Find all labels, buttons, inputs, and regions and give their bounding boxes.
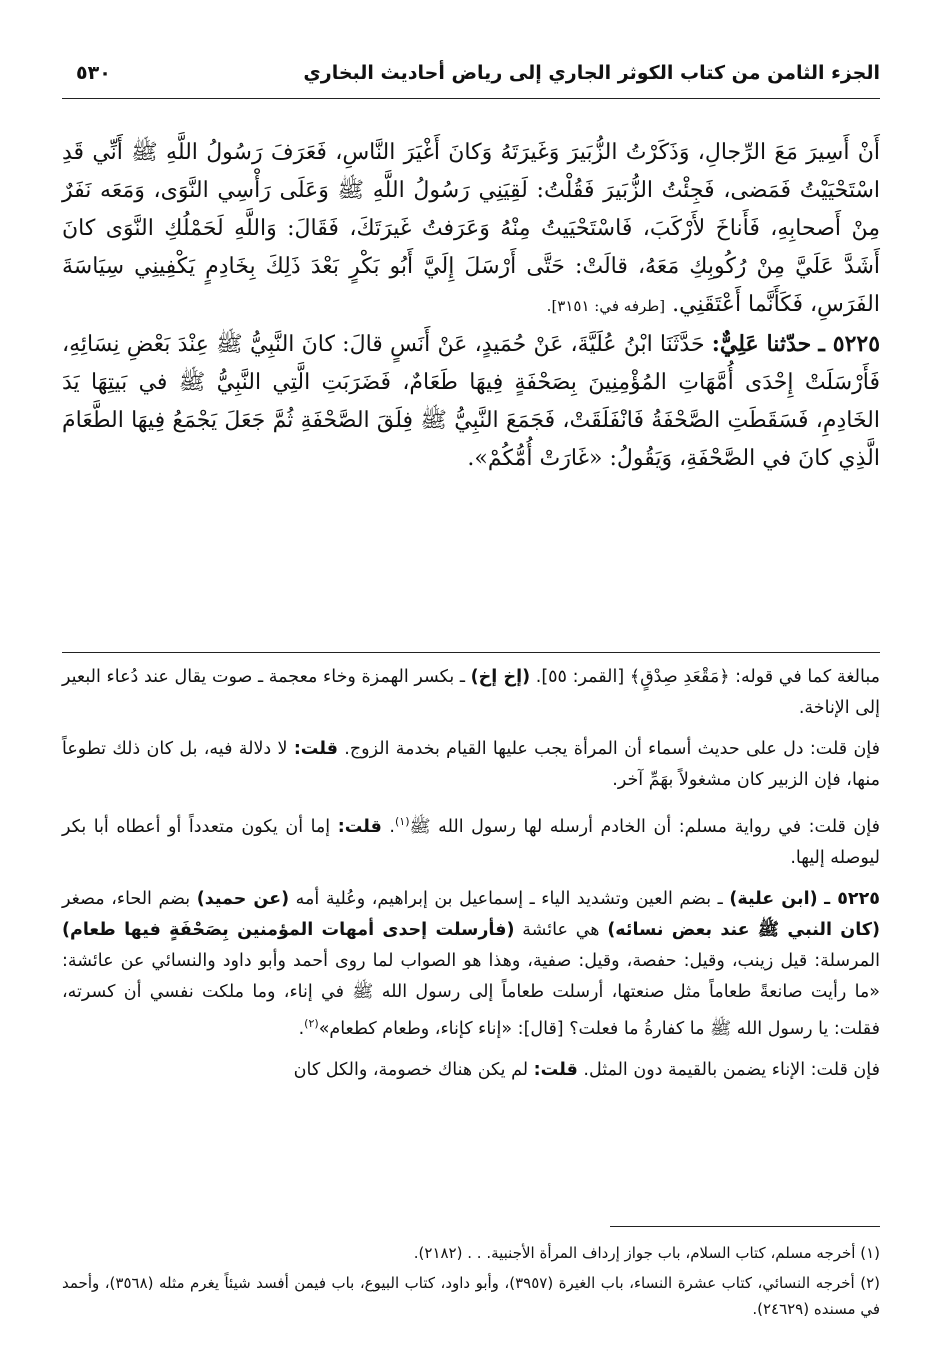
commentary-paragraph xyxy=(62,734,880,796)
commentary-keyword: (فأرسلت إحدى أمهات المؤمنين بِصَحْفَةٍ فيها طعام) xyxy=(62,919,515,940)
commentary-text: مبالغة كما في قوله: ﴿مَقْعَدِ صِدْقٍ﴾ [القمر: ٥٥]. xyxy=(535,667,881,687)
footnote-2: (٢) أخرجه النسائي، كتاب عشرة النساء، باب الغيرة (٣٩٥٧)، وأبو داود، كتاب البيوع، باب فيمن أفسد شيئاً يغرم مثله (٣٥٦٨)، وأحمد في مسنده (٢٤٦٢٩). xyxy=(62,1274,880,1318)
commentary-text: إما أن يكون متعدداً أو أعطاه أبا بكر ليوصله إليها. xyxy=(62,816,880,868)
commentary-keyword: (إخ إخ) xyxy=(470,667,531,687)
commentary-keyword: قلت: xyxy=(337,816,382,837)
hadith-5225 xyxy=(62,325,880,478)
hadith-continuation xyxy=(62,134,880,325)
commentary-text: المرسلة: قيل زينب، وقيل: حفصة، وقيل: صفية، وهذا هو الصواب لما روى أحمد وأبو داود والنسائي عن عائشة: «ما رأيت صانعةً طعاماً مثل صنعتها، أرسلت طعاماً إلى رسول الله ﷺ في إناء، وما ملكت نفسي أن كسرته، فقلت: يا رسول الله ﷺ ما كفارةُ ما فعلت؟ [قال]: «إناء كإناء، وطعام كطعام» xyxy=(62,950,880,1039)
hadith-continuation-text: أَنْ أَسِيرَ مَعَ الرِّجالِ، وَذَكَرْتُ الزُّبَيرَ وَغَيرَتَهُ وَكانَ أَغْيَرَ النَّاسِ، فَعَرَفَ رَسُولُ اللَّهِ ﷺ أَنِّي قَدِ اسْتَحْيَيْتُ فَمَضى، فَجِئْتُ الزُّبَيرَ فَقُلْتُ: لَقِيَنِي رَسُولُ اللَّهِ ﷺ وَعَلَى رَأْسِي النَّوَى، وَمَعَه نَفَرٌ مِنْ أَصحابِهِ، فَأَناخَ لأَرْكَبَ، فَاسْتَحْيَيتُ مِنْهُ وَعَرَفتُ غَيرَتَكَ، فَقَالَ: وَاللَّهِ لَحَمْلُكِ النَّوَى كانَ أَشَدَّ عَلَيَّ مِنْ رُكُوبِكِ مَعَهُ، قالَتْ: حَتَّى أَرْسَلَ إِلَيَّ أَبُو بَكْرٍ بَعْدَ ذَلِكَ بِخَادِمٍ يَكْفِينِي سِيَاسَةَ الفَرَسِ، فَكَأَنَّما أَعْتَقَنِي. xyxy=(62,140,880,317)
hadith-cross-reference: [طرفه في: ٣١٥١]. xyxy=(546,297,666,315)
hadith-number: ٥٢٢٥ ـ xyxy=(818,331,881,357)
commentary-text: ـ بضم العين وتشديد الياء ـ إسماعيل بن إبراهيم، وعُلية أمه xyxy=(295,888,723,909)
commentary xyxy=(62,662,880,1096)
footnote-ref: (٢) xyxy=(304,1016,319,1030)
page-number: ٥٣٠ xyxy=(76,62,111,84)
commentary-keyword: قلت: xyxy=(293,739,338,759)
commentary-keyword: (ابن علية) xyxy=(729,888,818,909)
running-title: الجزء الثامن من كتاب الكوثر الجاري إلى رياض أحاديث البخاري xyxy=(303,62,880,84)
commentary-keyword: قلت: xyxy=(533,1059,578,1080)
hadith-body: حَدَّثَنَا ابْنُ عُلَيَّةَ، عَنْ حُمَيدٍ، عَنْ أَنَسٍ قالَ: كانَ النَّبِيُّ ﷺ عِنْدَ بَعْضِ نِسَائِهِ، فَأَرْسَلَتْ إِحْدَى أُمَّهَاتِ المُؤْمِنِينَ بِصَحْفَةٍ فِيهَا طَعَامٌ، فَضَرَبَتِ الَّتِي النَّبِيُّ ﷺ في بَيتِهَا يَدَ الخَادِمِ، فَسَقَطَتِ الصَّحْفَةُ فَانْفَلَقَتْ، فَجَمَعَ النَّبِيُّ ﷺ فِلَقَ الصَّحْفَةِ ثُمَّ جَعَلَ يَجْمَعُ فِيهَا الطَّعَامَ الَّذِي كانَ في الصَّحْفَةِ، وَيَقُولُ: «غَارَتْ أُمُّكُمْ». xyxy=(62,332,880,471)
book-page xyxy=(62,56,880,1346)
commentary-keyword: (عن حميد) xyxy=(196,888,290,909)
commentary-text: بضم الحاء، مصغر xyxy=(62,888,191,909)
hadith-isnad-lead: حدّثنا عَلِيٌّ: xyxy=(711,331,812,357)
footnote-ref: (١) xyxy=(394,815,410,828)
commentary-paragraph xyxy=(62,1055,880,1086)
commentary-text: فإن قلت: في رواية مسلم: أن الخادم أرسله لها رسول الله ﷺ xyxy=(409,816,880,837)
commentary-keyword: (كان النبي ﷺ عند بعض نسائه) xyxy=(607,919,880,940)
commentary-text: فإن قلت: دل على حديث أسماء أن المرأة يجب عليها القيام بخدمة الزوج. xyxy=(344,739,880,759)
commentary-text: لم يكن هناك خصومة، والكل كان xyxy=(293,1059,529,1080)
commentary-paragraph: فإن قلت: في رواية مسلم: أن الخادم أرسله لها رسول الله ﷺ$^{(١)}$. قلت: إما أن يكون متعدداً أو أعطاه أبا بكر ليوصله إليها. xyxy=(62,815,880,868)
commentary-text: هي عائشة xyxy=(522,919,600,940)
section-divider xyxy=(62,652,880,653)
footnote-1: (١) أخرجه مسلم، كتاب السلام، باب جواز إرداف المرأة الأجنبية. . . (٢١٨٢). xyxy=(413,1244,880,1262)
commentary-text: لا دلالة فيه، بل كان ذلك تطوعاً منها، فإن الزبير كان مشغولاً بهَمِّ آخر. xyxy=(62,739,880,790)
header-rule xyxy=(62,98,880,99)
commentary-hadith-number: ٥٢٢٥ ـ xyxy=(824,888,880,909)
hadith-text xyxy=(62,134,880,478)
page-header xyxy=(62,56,880,98)
commentary-paragraph: ٥٢٢٥ ـ (ابن علية) ـ بضم العين وتشديد الياء ـ إسماعيل بن إبراهيم، وعُلية أمه (عن حميد) بضم الحاء، مصغر (كان النبي ﷺ عند بعض نسائه) هي عائشة (فأرسلت إحدى أمهات المؤمنين بِصَحْفَةٍ فيها طعام) المرسلة: قيل زينب، وقيل: حفصة، وقيل: صفية، وهذا هو الصواب لما روى أحمد وأبو داود والنسائي عن عائشة: «ما رأيت صانعةً طعاماً مثل صنعتها، أرسلت طعاماً إلى رسول الله ﷺ في إناء، وما ملكت نفسي أن كسرته، فقلت: يا رسول الله ﷺ ما كفارةُ ما فعلت؟ [قال]: «إناء كإناء، وطعام كطعام»$^{(٢)}$. xyxy=(62,888,880,1039)
footnote-rule xyxy=(610,1226,880,1227)
commentary-text: فإن قلت: الإناء يضمن بالقيمة دون المثل. xyxy=(583,1059,880,1080)
commentary-text: ـ بكسر الهمزة وخاء معجمة ـ صوت يقال عند دُعاء البعير إلى الإناخة. xyxy=(62,667,880,718)
commentary-paragraph xyxy=(62,662,880,724)
footnotes xyxy=(62,1240,880,1326)
